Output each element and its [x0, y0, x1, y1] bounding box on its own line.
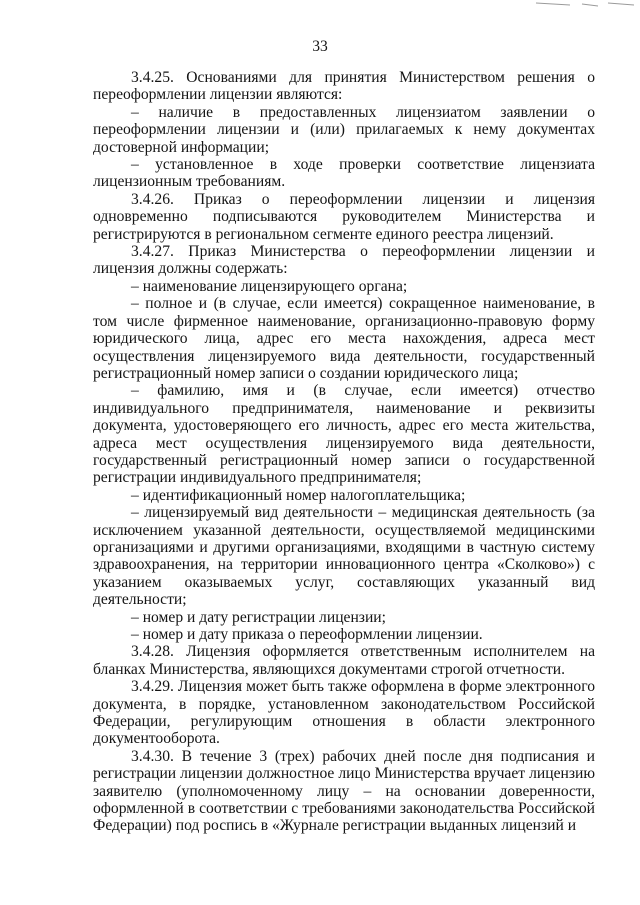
list-item-reliable-information: – наличие в предоставленных лицензиатом заявлении о переоформлении лицензии и (или) прилагаемых к нему документах достоверной информации;: [93, 103, 595, 156]
list-item-order-number: – номер и дату приказа о переоформлении лицензии.: [131, 626, 483, 643]
list-item-tax-id: – идентификационный номер налогоплательщика;: [131, 486, 466, 504]
scan-artifact-mark: [530, 0, 640, 12]
list-item-compliance: – установленное в ходе проверки соответствие лицензиата лицензионным требованиям.: [93, 156, 595, 191]
paragraph-3-4-25: 3.4.25. Основаниями для принятия Министерством решения о переоформлении лицензии являются:: [93, 69, 595, 104]
page-number: 33: [312, 38, 328, 55]
list-item-licensing-authority: – наименование лицензирующего органа;: [131, 277, 408, 295]
paragraph-3-4-28: 3.4.28. Лицензия оформляется ответственным исполнителем на бланках Министерства, являющихся документами строгой отчетности.: [93, 643, 595, 678]
document-body: [93, 69, 595, 835]
paragraph-3-4-29: 3.4.29. Лицензия может быть также оформлена в форме электронного документа, в порядке, установленном законодательством Российской Федерации, регулирующим отношения в области электронного документооборота.: [93, 678, 595, 748]
paragraph-3-4-27: 3.4.27. Приказ Министерства о переоформлении лицензии и лицензия должны содержать:: [93, 243, 595, 278]
list-item-licensed-activity: – лицензируемый вид деятельности – медицинская деятельность (за исключением указанной деятельности, осуществляемой медицинскими организациями и другими организациями, входящими в частную систему здравоохранения, на территории инновационного центра «Сколково») с указанием оказываемых услуг, составляющих указанный вид деятельности;: [93, 504, 595, 609]
paragraph-3-4-30: 3.4.30. В течение 3 (трех) рабочих дней после дня подписания и регистрации лицензии должностное лицо Министерства вручает лицензию заявителю (уполномоченному лицу – на основании доверенности, оформленной в соответствии с требованиями законодательства Российской Федерации) под роспись в «Журнале регистрации выданных лицензий и: [93, 747, 595, 835]
list-item-registration-number: – номер и дату регистрации лицензии;: [131, 608, 386, 626]
list-item-legal-entity: – полное и (в случае, если имеется) сокращенное наименование, в том числе фирменное наименование, организационно-правовую форму юридического лица, адрес его места нахождения, адреса мест осуществления лицензируемого вида деятельности, государственный регистрационный номер записи о создании юридического лица;: [93, 295, 595, 382]
paragraph-3-4-26: 3.4.26. Приказ о переоформлении лицензии и лицензия одновременно подписываются руководителем Министерства и регистрируются в региональном сегменте единого реестра лицензий.: [93, 190, 595, 243]
list-item-individual-entrepreneur: – фамилию, имя и (в случае, если имеется) отчество индивидуального предпринимателя, наименование и реквизиты документа, удостоверяющего его личность, адрес его места жительства, адреса мест осуществления лицензируемого вида деятельности, государственный регистрационный номер записи о государственной регистрации индивидуального предпринимателя;: [93, 382, 595, 487]
